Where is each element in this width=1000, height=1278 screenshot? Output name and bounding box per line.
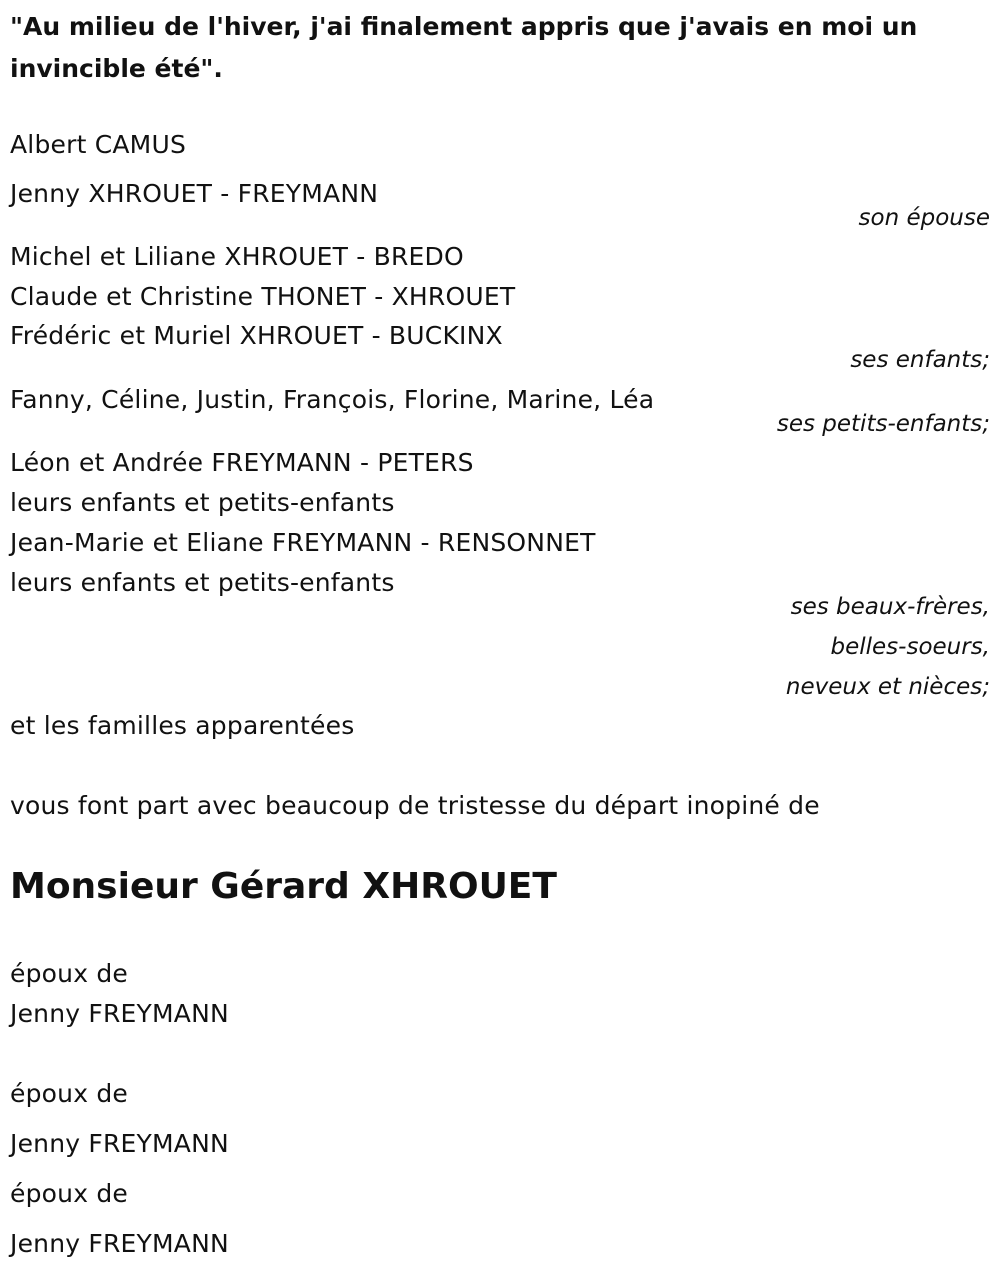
inlaw-line-1: Léon et Andrée FREYMANN - PETERS — [10, 448, 474, 477]
child-line-2: Claude et Christine THONET - XHROUET — [10, 282, 516, 311]
inlaw-line-2: leurs enfants et petits-enfants — [10, 488, 395, 517]
child-line-1: Michel et Liliane XHROUET - BREDO — [10, 242, 464, 271]
epoux-name-3: Jenny FREYMANN — [10, 1229, 229, 1258]
spouse-name: Jenny XHROUET - FREYMANN — [10, 179, 379, 208]
epoux-label-2: époux de — [10, 1079, 128, 1108]
deceased-name: Monsieur Gérard XHROUET — [10, 866, 557, 907]
inlaw-line-3: Jean-Marie et Eliane FREYMANN - RENSONNET — [10, 528, 596, 557]
inlaw-role-1: ses beaux-frères, — [790, 594, 990, 620]
epoux-label-1: époux de — [10, 959, 128, 988]
inlaw-role-2: belles-soeurs, — [830, 634, 990, 660]
epoux-label-3: époux de — [10, 1179, 128, 1208]
inlaw-line-4: leurs enfants et petits-enfants — [10, 568, 395, 597]
spouse-role: son épouse — [858, 205, 990, 231]
child-line-3: Frédéric et Muriel XHROUET - BUCKINX — [10, 321, 503, 350]
epoux-name-1: Jenny FREYMANN — [10, 999, 229, 1028]
grandchildren-names: Fanny, Céline, Justin, François, Florine, Marine, Léa — [10, 385, 655, 414]
inlaw-role-3: neveux et nièces; — [785, 674, 990, 700]
children-role: ses enfants; — [850, 347, 990, 373]
quote-author: Albert CAMUS — [10, 130, 187, 159]
epoux-name-2: Jenny FREYMANN — [10, 1129, 229, 1158]
opening-quote: "Au milieu de l'hiver, j'ai finalement appris que j'avais en moi un invincible été". — [10, 12, 918, 83]
announcement-text: vous font part avec beaucoup de tristesse du départ inopiné de — [10, 791, 820, 820]
grandchildren-role: ses petits-enfants; — [776, 411, 990, 437]
related-families: et les familles apparentées — [10, 711, 355, 740]
